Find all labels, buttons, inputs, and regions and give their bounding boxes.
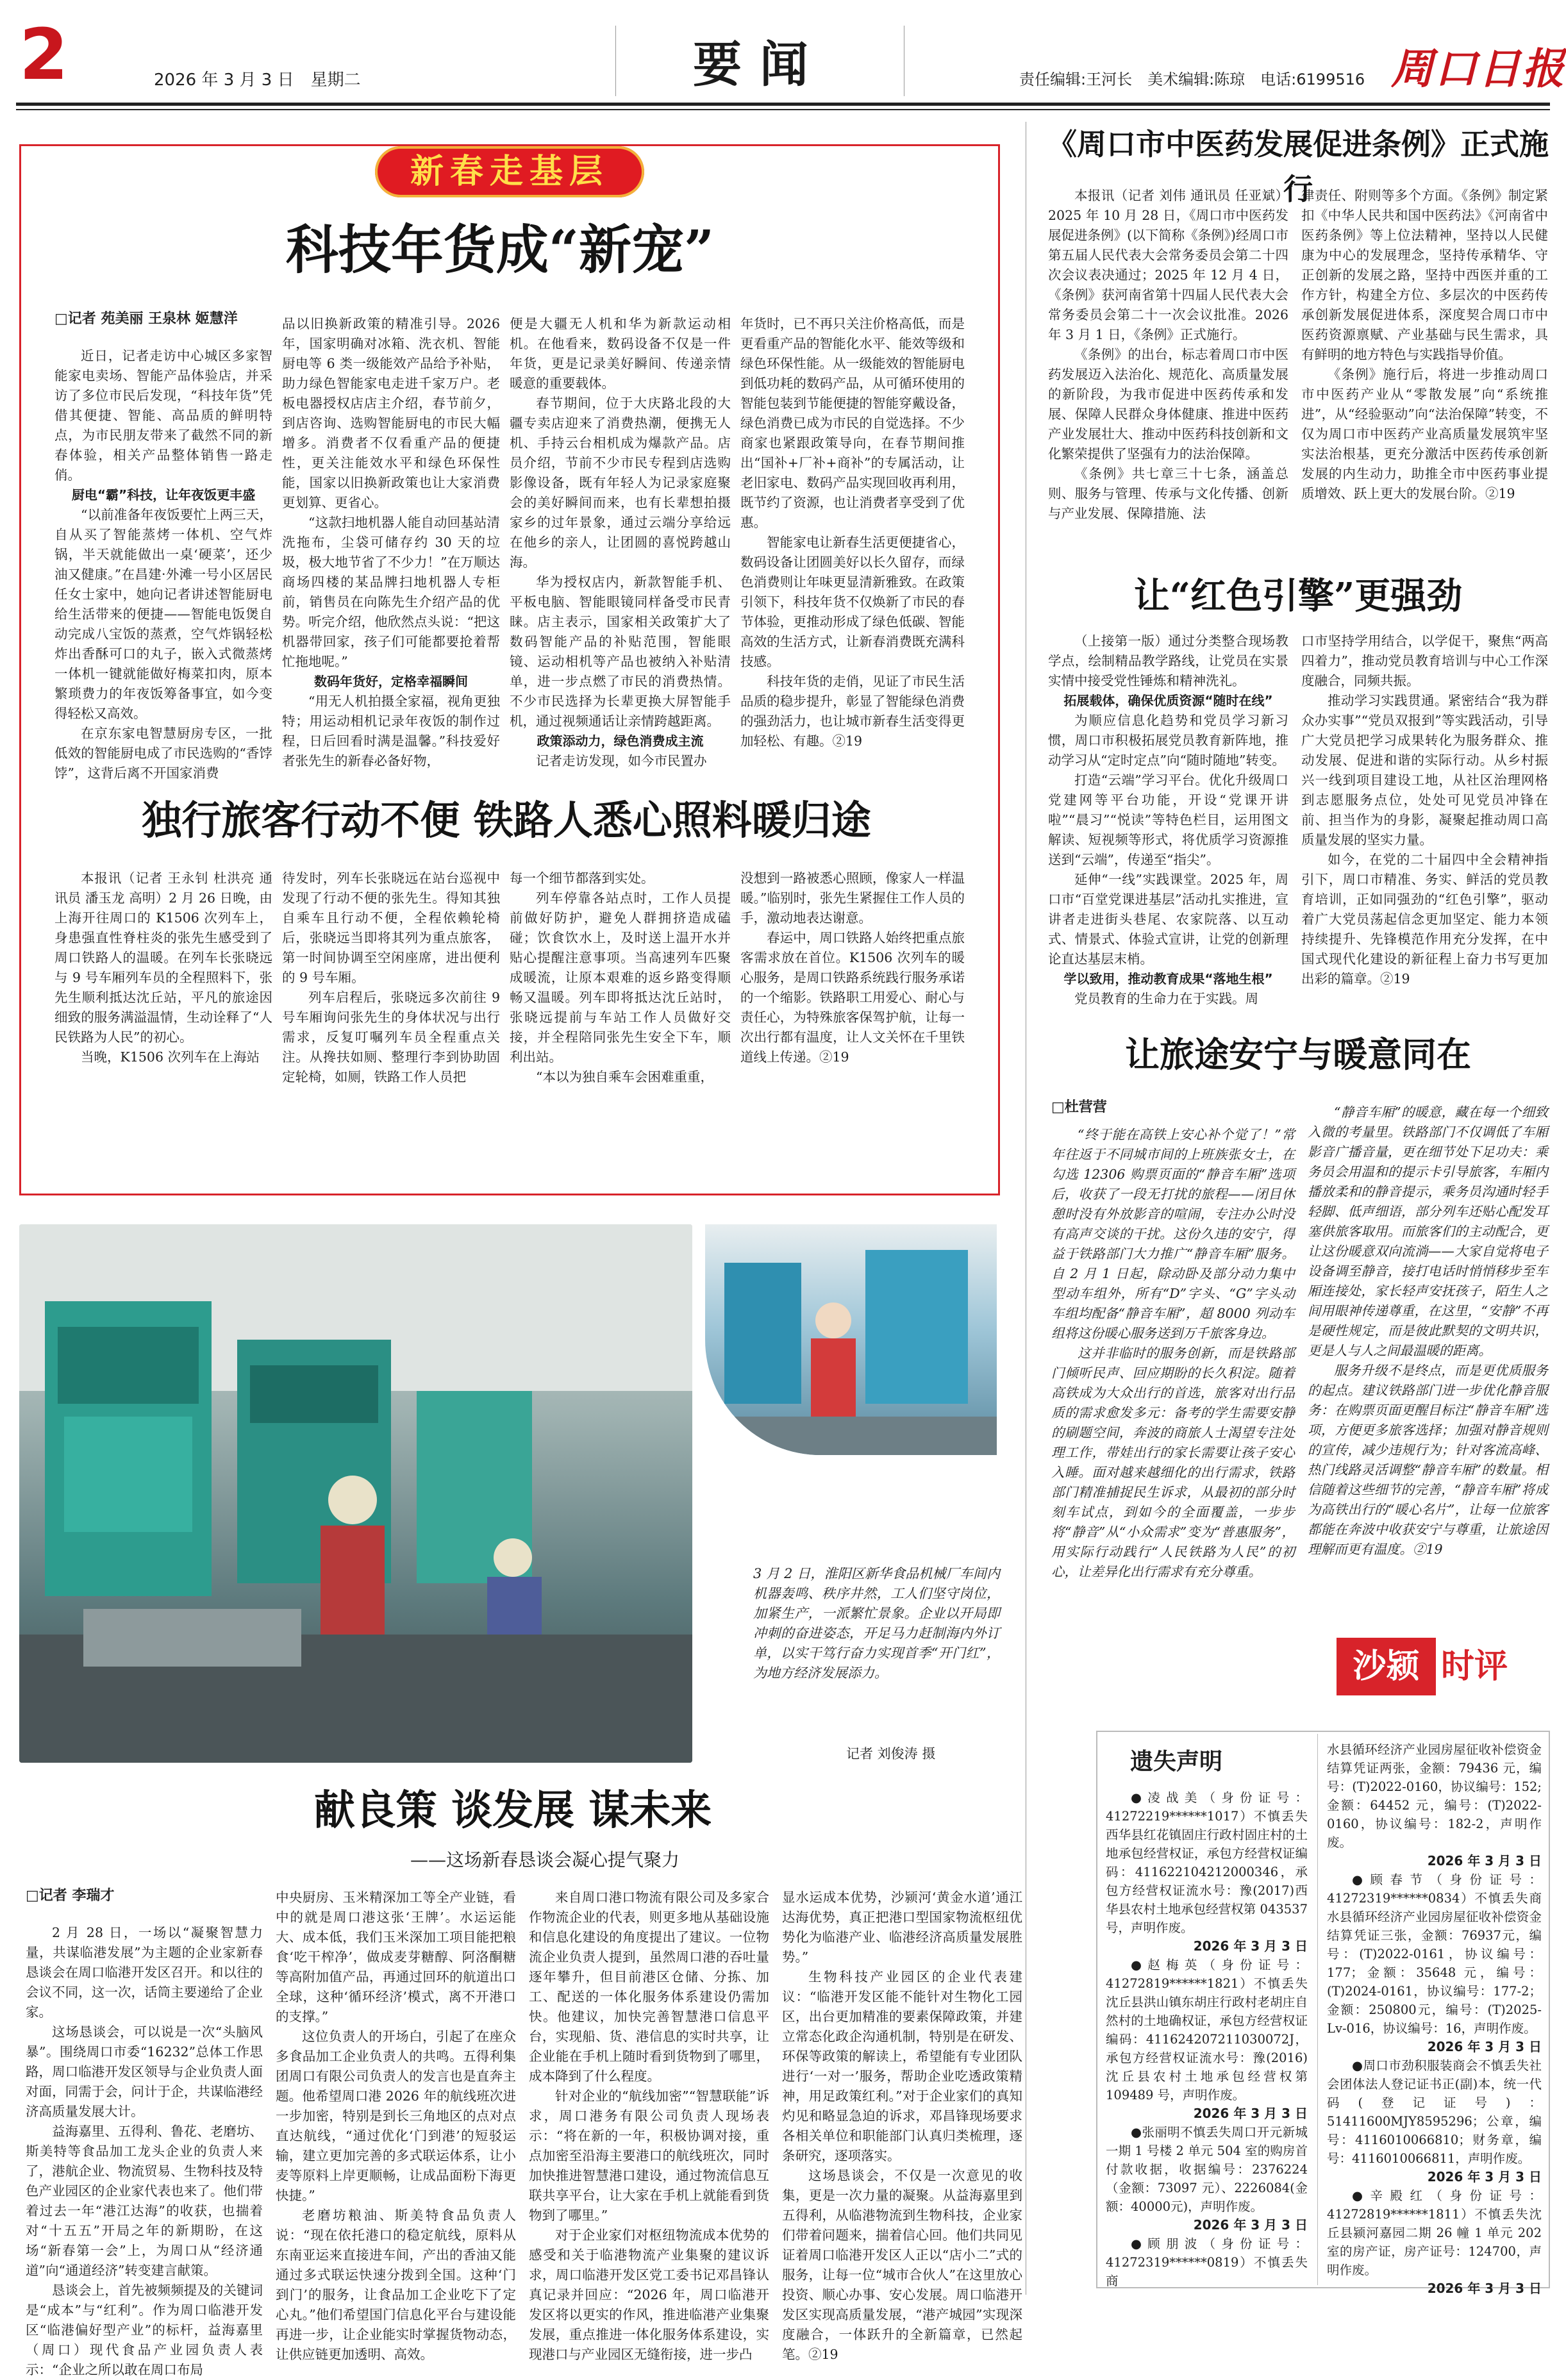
paragraph: 每一个细节都落到实处。: [510, 870, 654, 886]
tech-byline: □记者 苑美丽 王泉林 姬慧洋: [54, 311, 238, 327]
notice-date: 2026 年 3 月 3 日: [1427, 2169, 1542, 2184]
notice-text: 赵梅英（身份证号：41272819******1821）不慎丢失沈丘县洪山镇东胡庄行政村老胡庄自然村的土地确权证，承包方经营权证编码：411624207211030072J，承包方经营权证流水号：豫(2016)沈丘县农村土地承包经营权第 109489 号，声明作废。: [1106, 1958, 1308, 2102]
section-title: 要闻: [693, 36, 826, 93]
paragraph: 2 月 28 日，一场以“凝聚智慧力量，共谋临港发展”为主题的企业家新春恳谈会在周口临港开发区召开。和以往的会议不同，这一次，话筒主要递给了企业家。: [26, 1925, 263, 2020]
masthead-rule: [16, 103, 1550, 106]
notice-item: [1106, 2123, 1308, 2216]
paragraph: 近日，记者走访中心城区多家智能家电卖场、智能产品体验店，并采访了多位市民后发现，“科技年货”凭借其便捷、智能、高品质的鲜明特点，为市民朋友带来了截然不同的新春体验，相关产品整体销售一路走俏。: [54, 348, 272, 483]
paragraph: 在京东家电智慧厨房专区，一批低效的智能厨电成了市民选购的“香饽饽”，这背后离不开国家消费: [54, 726, 272, 781]
paragraph: “静音车厢”的暖意，藏在每一个细致入微的考量里。铁路部门不仅调低了车厢影音广播音量，更在细节处下足功夫：乘务员会用温和的提示卡引导旅客，车厢内播放柔和的静音提示，乘务员沟通时轻手轻脚、低声细语，部分列车还贴心配发耳塞供旅客取用。而旅客们的主动配合，更让这份暖意双向流淌——大家自觉将电子设备调至静音，接打电话时悄悄移步至车厢连接处，家长轻声安抚孩子，陌生人之间用眼神传递尊重，在这里，“安静”不再是硬性规定，而是彼此默契的文明共识，更是人与人之间最温暖的距离。: [1308, 1104, 1548, 1358]
paragraph: 品以旧换新政策的精准引导。2026年，国家明确对冰箱、洗衣机、智能厨电等 6 类一级能效产品给予补贴，助力绿色智能家电走进千家万户。老板电器授权店店主介绍，春节前夕，到店咨询、选购智能厨电的市民大幅增多。消费者不仅看重产品的便捷性，更关注能效水平和绿色环保性能，国家以旧换新政策也让大家消费更划算、更省心。: [282, 316, 500, 510]
paragraph: 《条例》施行后，将进一步推动周口市中医药产业从“零散发展”向“系统推进”，从“经验驱动”向“法治保障”转变，不仅为周口市中医药产业高质量发展筑牢坚实法治根基，更充分激活中医药传承创新发展的内生动力，助推全市中医药事业提质增效、跃上更大的发展台阶。②19: [1301, 367, 1548, 501]
worker-illustration: [705, 1224, 997, 1455]
paragraph: 延伸“一线”实践课堂。2025 年，周口市“百堂党课进基层”活动扎实推进，宣讲者走进街头巷尾、农家院落、以互动式、情景式、体验式宣讲，让党的创新理论直达基层末梢。: [1048, 872, 1288, 967]
forum-headline: 献良策 谈发展 谋未来: [313, 1786, 712, 1835]
paragraph: 本报讯（记者 王永钊 杜洪亮 通讯员 潘玉龙 高明）2 月 26 日晚，由上海开往周口的 K1506 次列车上，身患强直性脊柱炎的张先生感受到了周口铁路人的温暖。在列车长张晓远与 9 号车厢列车员的全程照料下，张先生顺利抵达沈丘站，平凡的旅途因细致的服务满溢温情，生动诠释了“人民铁路为人民”的初心。: [54, 870, 272, 1045]
tech-column-2: [282, 314, 500, 771]
editor-credits: 责任编辑:王河长 美术编辑:陈琼 电话:6199516: [1019, 71, 1365, 88]
bullet-icon: ●: [1352, 2188, 1370, 2203]
notice-text: 水县循环经济产业园房屋征收补偿资金结算凭证两张，金额：79436 元，编号：(T)2022-0160，协议编号：152;金额：64452 元，编号：(T)2022-0160，协议编号：182-2，声明作废。: [1327, 1742, 1542, 1850]
paragraph: “终于能在高铁上安心补个觉了！”常年往返于不同城市间的上班族张女士，在勾选 12306 购票页面的“静音车厢”选项后，收获了一段无打扰的旅程——闭目休憩时没有外放影音的喧闹，专注办公时没有高声交谈的干扰。这份久违的安宁，得益于铁路部门大力推广“静音车厢”服务。自 2 月 1 日起，除动卧及部分动力集中型动车组外，所有“D”字头、“G”字头动车组均配备“静音车厢”，超 8000 列动车组将这份暖心服务送到万千旅客身边。: [1051, 1127, 1295, 1341]
rail-column-3: [510, 869, 731, 1087]
subheading: 学以致用，推动教育成果“落地生根”: [1063, 971, 1273, 986]
notice-text: 顾春节（身份证号：41272319******0834）不慎丢失商水县循环经济产业园房屋征收补偿资金结算凭证三张，金额：76937元，编号：(T)2022-0161，协议编号：177；金额：35648 元，编号：(T)2024-0161，协议编号：177-2；金额：250800元，编号：(T)2025-Lv-016，协议编号：16，声明作废。: [1327, 1872, 1542, 2036]
commentary-byline: □杜营营: [1051, 1099, 1107, 1115]
paragraph: 年货时，已不再只关注价格高低，而是更看重产品的智能化水平、能效等级和绿色环保性能。从一级能效的智能厨电到低功耗的数码产品，从可循环使用的智能包装到节能便捷的智能穿戴设备，绿色消费已成为市民的自觉选择。不少商家也紧跟政策导向，在春节期间推出“国补+厂补+商补”的专属活动，让老旧家电、数码产品实现回收再利用，既节约了资源，也让消费者享受到了优惠。: [740, 316, 965, 530]
paragraph: 对于企业家们对枢纽物流成本优势的感受和关于临港物流产业集聚的建议诉求，周口临港开发区党工委书记邓昌锋认真记录并回应：“2026 年，周口临港开发区将以更实的作风，推进临港产业集聚发展，重点推进一体化服务体系建设，实现港口与产业园区无缝衔接，进一步凸: [529, 2227, 769, 2362]
forum-column-4: [782, 1888, 1022, 2365]
tech-column-4: [740, 314, 965, 751]
paragraph: 当晚，K1506 次列车在上海站: [81, 1049, 260, 1065]
tech-headline: 科技年货成“新宠”: [285, 219, 715, 281]
notice-text: 辛殿红（身份证号：41272819******1811）不慎丢失沈丘县颍河嘉园二期 26 幢 1 单元 202 室的房产证，房产证号：124700，声明作废。: [1327, 2188, 1542, 2277]
notice-date: 2026 年 3 月 3 日: [1427, 1853, 1542, 1868]
paragraph: 这场恳谈会，可以说是一次“头脑风暴”。围绕周口市委“16232”总体工作思路，周口临港开发区领导与企业负责人面对面，同需于会，问计于企，共谋临港经济高质量发展大计。: [26, 2024, 263, 2119]
subheading: 政策添动力，绿色消费成主流: [537, 733, 704, 749]
notice-title: 遗失声明: [1129, 1748, 1222, 1775]
paragraph: 华为授权店内，新款智能手机、平板电脑、智能眼镜同样备受市民青睐。店主表示，国家相关政策扩大了数码智能产品的补贴范围，智能眼镜、运动相机等产品也被纳入补贴清单，进一步点燃了市民的消费热情。不少市民选择为长辈更换大屏智能手机，通过视频通话让亲情跨越距离。: [510, 574, 731, 729]
notice-date: 2026 年 3 月 3 日: [1427, 2039, 1542, 2054]
paragraph: 服务升级不是终点，而是更优质服务的起点。建议铁路部门进一步优化静音服务：在购票页面更醒目标注“静音车厢”选项，方便更多旅客选择；加强对静音规则的宣传，减少违规行为；针对客流高峰、热门线路灵活调整“静音车厢”的数量。相信随着这些细节的完善，“静音车厢”将成为高铁出行的“暖心名片”，让每一位旅客都能在奔波中收获安宁与尊重，让旅途因理解而更有温度。②19: [1308, 1363, 1548, 1557]
masthead-rule: [16, 109, 1550, 110]
paragraph: 如今，在党的二十届四中全会精神指引下，周口市精准、务实、鲜活的党员教育培训，正如同强劲的“红色引擎”，驱动着广大党员荡起信念更加坚定、能力本领持续提升、先锋模范作用充分发挥，在中国式现代化建设的新征程上奋力书写更加出彩的篇章。②19: [1301, 852, 1548, 986]
bullet-icon: ●: [1352, 1872, 1370, 1887]
paragraph: 益海嘉里、五得利、鲁花、老磨坊、斯美特等食品加工龙头企业的负责人来了，港航企业、物流贸易、生物科技及特色产业园区的企业家代表也来了。他们带着过去一年“港江达海”的收获，也揣着对“十五五”开局之年的新期盼，在这场“新春第一会”上，为周口从“经济通道”向“通道经济”转变建言献策。: [26, 2124, 263, 2278]
bullet-icon: ●: [1131, 2236, 1148, 2251]
paragraph: “这款扫地机器人能自动回基站清洗拖布，尘袋可储存约 30 天的垃圾，极大地节省了不少力！”在万顺达商场四楼的某品牌扫地机器人专柜前，销售员在向陈先生介绍产品的优势。听完介绍，他欣然点头说：“把这机器带回家，孩子们可能都要抢着帮忙拖地呢。”: [282, 515, 500, 669]
paragraph: 为顺应信息化趋势和党员学习新习惯，周口市积极拓展党员教育新阵地，推动学习从“定时定点”向“随时随地”转变。: [1048, 713, 1288, 768]
paragraph: 便是大疆无人机和华为新款运动相机。在他看来，数码设备不仅是一件年货，更是记录美好瞬间、传递亲情暖意的重要载体。: [510, 316, 731, 391]
paragraph: 党员教育的生命力在于实践。周: [1074, 991, 1258, 1006]
factory-illustration: [19, 1224, 692, 1763]
feature-banner: 新春走基层: [375, 146, 644, 197]
notice-item: [1327, 2186, 1542, 2279]
tcm-column-2: [1301, 186, 1548, 504]
notice-date: 2026 年 3 月 3 日: [1193, 2106, 1308, 2121]
redengine-column-2: [1301, 631, 1548, 989]
bullet-icon: ●: [1131, 2125, 1142, 2140]
notice-item: [1327, 1740, 1542, 1852]
notice-text: 顾朋波（身份证号：41272319******0819）不慎丢失商: [1106, 2236, 1308, 2288]
notice-right: [1327, 1740, 1542, 2298]
paragraph: 生物科技产业园区的企业代表建议：“临港开发区能不能针对生物化工园区，出台更加精准的要素保障政策，并建立常态化政企沟通机制，特别是在研发、环保等政策的解读上，希望能有专业团队进行‘一对一’服务，帮助企业吃透政策精神，用足政策红利。”对于企业家们的真知灼见和略显急迫的诉求，邓昌锋现场要求各相关单位和职能部门认真归类梳理，逐条研究，逐项落实。: [782, 1969, 1022, 2163]
notice-date: 2026 年 3 月 3 日: [1193, 1938, 1308, 1954]
factory-photo-inset: [705, 1224, 997, 1455]
rail-column-4: [740, 869, 965, 1067]
notice-divider: [1317, 1734, 1318, 2285]
subheading: 拓展载体，确保优质资源“随时在线”: [1063, 693, 1273, 708]
redengine-column-1: [1048, 631, 1288, 1009]
paragraph: 推动学习实践贯通。紧密结合“我为群众办实事”“党员双报到”等实践活动，引导广大党员把学习成果转化为服务群众、推动发展、促进和谐的实际行动。从乡村振兴一线到项目建设工地，从社区治理网格到志愿服务点位，处处可见党员冲锋在前、担当作为的身影，凝聚起推动周口高质量发展的坚实力量。: [1301, 693, 1548, 847]
paragraph: “本以为独自乘车会困难重重，: [536, 1069, 713, 1085]
commentary-column-2: [1308, 1103, 1548, 1560]
paragraph: 《条例》共七章三十七条，涵盖总则、服务与管理、传承与文化传播、创新与产业发展、保障措施、法: [1048, 466, 1288, 521]
notice-date: 2026 年 3 月 3 日: [1193, 2217, 1308, 2233]
newspaper-logo: 周口日报: [1391, 44, 1565, 94]
bullet-icon: ●: [1131, 1790, 1148, 1805]
subheading: 数码年货好，定格幸福瞬间: [314, 674, 468, 689]
paragraph: 显水运成本优势，沙颍河‘黄金水道’通江达海优势，真正把港口型国家物流枢纽优势化为临港产业、临港经济高质量发展胜势。”: [782, 1890, 1022, 1965]
paragraph: 列车停靠各站点时，工作人员提前做好防护，避免人群拥挤造成磕碰；饮食饮水上，及时送上温开水并贴心提醒注意事项。当高速列车匹聚成暖流，让原本艰难的返乡路变得顺畅又温暖。列车即将抵达沈丘站时，张晓远提前与车站工作人员做好交接，并全程陪同张先生安全下车，顺利出站。: [510, 890, 731, 1065]
notice-text: 张丽明不慎丢失周口开元新城一期 1 号楼 2 单元 504 室的购房首付款收据，收据编号：2376224（金额：73097 元）、2226084(金额：40000元)，声明作废。: [1106, 2125, 1308, 2214]
commentary-badge: 沙颍: [1337, 1638, 1436, 1695]
forum-column-2: [276, 1888, 516, 2365]
page-number: 2: [19, 13, 69, 96]
notice-item: [1106, 2234, 1308, 2290]
paragraph: 打造“云端”学习平台。优化升级周口党建网等平台功能，开设“党课开讲啦”“晨习”“悦读”等特色栏目，运用图文解读、短视频等形式，将优质学习资源推送到“云端”，传递至“指尖”。: [1048, 772, 1288, 867]
paragraph: 本报讯（记者 刘伟 通讯员 任亚斌）2025 年 10 月 28 日，《周口市中医药发展促进条例》(以下简称《条例》)经周口市第五届人民代表大会常务委员会第二十四次会议表决通过；2025 年 12 月 4 日，《条例》获河南省第十四届人民代表大会常务委员会第二十一次会议批准。2026 年 3 月 1 日，《条例》正式施行。: [1048, 188, 1288, 342]
tech-column-3: [510, 314, 731, 771]
paragraph: 春运中，周口铁路人始终把重点旅客需求放在首位。K1506 次列车的暖心服务，是周口铁路系统践行服务承诺的一个缩影。铁路职工用爱心、耐心与责任心，为特殊旅客保驾护航，让每一次出行都有温度，让人文关怀在千里铁道线上传递。②19: [740, 930, 965, 1065]
redengine-headline: 让“红色引擎”更强劲: [1133, 575, 1463, 617]
notice-text: 凌战美（身份证号：41272219******1017）不慎丢失西华县红花镇固庄行政村固庄村的土地承包经营权证，承包方经营权证编码：411622104212000346，承包方经营权证流水号：豫(2017)西华县农村土地承包经营权第 043537 号，声明作废。: [1106, 1790, 1308, 1935]
tcm-headline: 《周口市中医药发展促进条例》正式施行: [1047, 127, 1549, 206]
forum-byline: □记者 李瑞才: [26, 1888, 115, 1904]
commentary-headline: 让旅途安宁与暖意同在: [1125, 1034, 1471, 1075]
notice-item: [1327, 1870, 1542, 2038]
bullet-icon: ●: [1352, 2058, 1363, 2073]
paragraph: “用无人机拍摄全家福，视角更独特；用运动相机记录年夜饭的制作过程，日后回看时满是温馨。”科技爱好者张先生的新春必备好物，: [282, 694, 500, 769]
paragraph: 口市坚持学用结合，以学促干，聚焦“两高四着力”，推动党员教育培训与中心工作深度融合，同频共振。: [1301, 633, 1548, 688]
paragraph: 这场恳谈会，不仅是一次意见的收集，更是一次力量的凝聚。从益海嘉里到五得利，从临港物流到生物科技，企业家们带着问题来，揣着信心回。他们共同见证着周口临港开发区人正以“店小二”式的服务，让每一位“城市合伙人”在这里放心投资、顺心办事、安心发展。周口临港开发区实现高质量发展，“港产城园”实现深度融合，一体跃升的全新篇章，已然起笔。②19: [782, 2168, 1022, 2362]
photo-credit: 记者 刘俊涛 摄: [846, 1746, 936, 1761]
forum-column-1: [26, 1923, 263, 2380]
paragraph: （上接第一版）通过分类整合现场教学点，绘制精品教学路线，让党员在实景实情中接受党性锤炼和精神洗礼。: [1048, 633, 1288, 688]
notice-date: 2026 年 3 月 3 日: [1427, 2281, 1542, 2296]
paragraph: 来自周口港口物流有限公司及多家合作物流企业的代表，则更多地从基础设施和信息化建设的角度提出了建议。一位物流企业负责人提到，虽然周口港的吞吐量逐年攀升，但目前港区仓储、分拣、加工、配送的一体化服务体系建设仍需加快。他建议，加快完善智慧港口信息平台，实现船、货、港信息的实时共享，让企业能在手机上随时看到货物到了哪里，成本降到了什么程度。: [529, 1890, 769, 2084]
paragraph: 这位负责人的开场白，引起了在座众多食品加工企业负责人的共鸣。五得利集团周口有限公司负责人的发言也是直奔主题。他希望周口港 2026 年的航线班次进一步加密，特别是到长三角地区的点对点直达航线，“通过优化‘门到港’的短驳运输，建立更加完善的多式联运体系，让小麦等原料上岸更顺畅，让成品面粉下海更快捷。”: [276, 2029, 516, 2203]
paragraph: 记者走访发现，如今市民置办: [536, 753, 707, 769]
paragraph: 中央厨房、玉米精深加工等全产业链，看中的就是周口港这张‘王牌’。水运运能大、成本低，我们玉米深加工项目能把粮食‘吃干榨净’，做成麦芽糖醇、阿洛酮糖等高附加值产品，再通过回环的航道出口全球，这种‘循环经济’模式，离不开港口的支撑。”: [276, 1890, 516, 2024]
forum-column-3: [529, 1888, 769, 2365]
notice-left: [1106, 1788, 1308, 2290]
paragraph: 科技年货的走俏，见证了市民生活品质的稳步提升，彰显了智能绿色消费的强劲活力，也让城市新春生活变得更加轻松、有趣。②19: [740, 674, 965, 749]
paragraph: 春节期间，位于大庆路北段的大疆专卖店迎来了消费热潮，便携无人机、手持云台相机成为爆款产品。店员介绍，节前不少市民专程到店选购影像设备，既有年轻人为记录家庭聚会的美好瞬间而来，也有长辈想拍摄家乡的过年景象，通过云端分享给远在他乡的亲人，让团圆的喜悦跨越山海。: [510, 395, 731, 570]
rail-column-1: [54, 869, 272, 1067]
tcm-column-1: [1048, 186, 1288, 524]
notice-text: 周口市劲积服装商会不慎丢失社会团体法人登记证书正(副)本，统一代码(登记证号)：51411600MJY8595296；公章，编号：4116010066810；财务章，编号：4116010066811，声明作废。: [1327, 2058, 1542, 2166]
tech-column-1: [54, 346, 272, 783]
paragraph: 老磨坊粮油、斯美特食品负责人说：“现在依托港口的稳定航线，原料从东南亚运来直接进车间，产出的香油又能通过多式联运快速分拨到全国。这种‘门到门’的服务，让食品加工企业吃下了定心丸。”他们希望国门信息化平台与建设能再进一步，让企业能实时掌握货物动态，让供应链更加透明、高效。: [276, 2208, 516, 2362]
notice-item: [1106, 1956, 1308, 2104]
paragraph: 恳谈会上，首先被频频提及的关键词是“成本”与“红利”。作为周口临港开发区“临港偏好型产业”的标杆，益海嘉里（周口）现代食品产业园负责人表示：“企业之所以敢在周口布局: [26, 2283, 263, 2377]
bullet-icon: ●: [1131, 1958, 1148, 1972]
commentary-column-1: [1051, 1125, 1295, 1582]
subheading: 厨电“霸”科技，让年夜饭更丰盛: [71, 487, 256, 503]
notice-item: [1106, 1788, 1308, 1937]
paragraph: 这并非临时的服务创新，而是铁路部门倾听民声、回应期盼的长久积淀。随着高铁成为大众出行的首选，旅客对出行品质的需求愈发多元：备考的学生需要安静的刷题空间，奔波的商旅人士渴望专注处理工作，带娃出行的家长需要让孩子安心入睡。面对越来越细化的出行需求，铁路部门精准捕捉民生诉求，从最初的部分时刻车试点，到如今的全面覆盖，一步步将“静音”从“小众需求”变为“普惠服务”，用实际行动践行“人民铁路为人民”的初心，让差异化出行需求有充分尊重。: [1051, 1345, 1295, 1579]
rail-headline: 独行旅客行动不便 铁路人悉心照料暖归途: [142, 797, 871, 844]
paragraph: 律责任、附则等多个方面。《条例》制定紧扣《中华人民共和国中医药法》《河南省中医药条例》等上位法精神，坚持以人民健康为中心的发展理念，坚持传承精华、守正创新的发展之路，坚持中西医并重的工作方针，构建全方位、多层次的中医药传承创新发展促进体系，深度契合周口市中医药资源禀赋、产业基础与民生需求，具有鲜明的地方特色与实践指导价值。: [1301, 188, 1548, 362]
photo-caption: 3 月 2 日，淮阳区新华食品机械厂车间内机器轰鸣、秩序井然，工人们坚守岗位，加紧生产，一派繁忙景象。企业以开局即冲刺的奋进姿态，开足马力赶制海内外订单，以实干笃行奋力实现首季“开门红”，为地方经济发展添力。: [753, 1566, 1000, 1681]
commentary-badge-label: 时评: [1441, 1647, 1508, 1686]
forum-subheadline: ——这场新春恳谈会凝心提气聚力: [410, 1849, 679, 1870]
notice-item: [1327, 2056, 1542, 2168]
paragraph: “以前准备年夜饭要忙上两三天，自从买了智能蒸烤一体机、空气炸锅，半天就能做出一桌‘硬菜’，还少油又健康。”在昌建·外滩一号小区居民任女士家中，她向记者讲述智能厨电给生活带来的便捷——智能电饭煲自动完成八宝饭的蒸煮，空气炸锅轻松炸出香酥可口的丸子，嵌入式微蒸烤一体机一键就能做好梅菜扣肉，原本繁琐费力的年夜饭筹备事宜，如今变得轻松又高效。: [54, 507, 272, 721]
paragraph: 智能家电让新春生活更便捷省心，数码设备让团圆美好以长久留存，而绿色消费则让年味更显清新雅致。在政策引领下，科技年货不仅焕新了市民的春节体验，更推动形成了绿色低碳、智能高效的生活方式，让新春消费既充满科技感。: [740, 535, 965, 669]
factory-photo-main: [19, 1224, 692, 1763]
paragraph: 没想到一路被悉心照顾，像家人一样温暖。”临别时，张先生紧握住工作人员的手，激动地表达谢意。: [740, 870, 965, 926]
paragraph: 针对企业的“航线加密”“智慧联能”诉求，周口港务有限公司负责人现场表示：“将在新的一年，积极协调对接，重点加密至沿海主要港口的航线班次，同时加快推进智慧港口建设，通过物流信息互联共享平台，让大家在手机上就能看到货物到了哪里。”: [529, 2088, 769, 2223]
paragraph: 《条例》的出台，标志着周口市中医药发展迈入法治化、规范化、高质量发展的新阶段，为我市促进中医药传承和发展、保障人民群众身体健康、推进中医药产业发展壮大、推动中医药科技创新和文化繁荣提供了坚强有力的法治保障。: [1048, 347, 1288, 462]
masthead-divider: [615, 26, 616, 96]
paragraph: 列车启程后，张晓远多次前往 9 号车厢询问张先生的身体状况与出行需求，反复叮嘱列车员全程重点关注。从搀扶如厕、整理行李到协助固定轮椅，如厕，铁路工作人员把: [282, 990, 500, 1085]
rail-column-2: [282, 869, 500, 1087]
paragraph: 待发时，列车长张晓远在站台巡视中发现了行动不便的张先生。得知其独自乘车且行动不便，全程依赖轮椅后，张晓远当即将其列为重点旅客，第一时间协调至空闲座席，进出便利的 9 号车厢。: [282, 870, 500, 985]
issue-date: 2026 年 3 月 3 日 星期二: [154, 71, 361, 90]
